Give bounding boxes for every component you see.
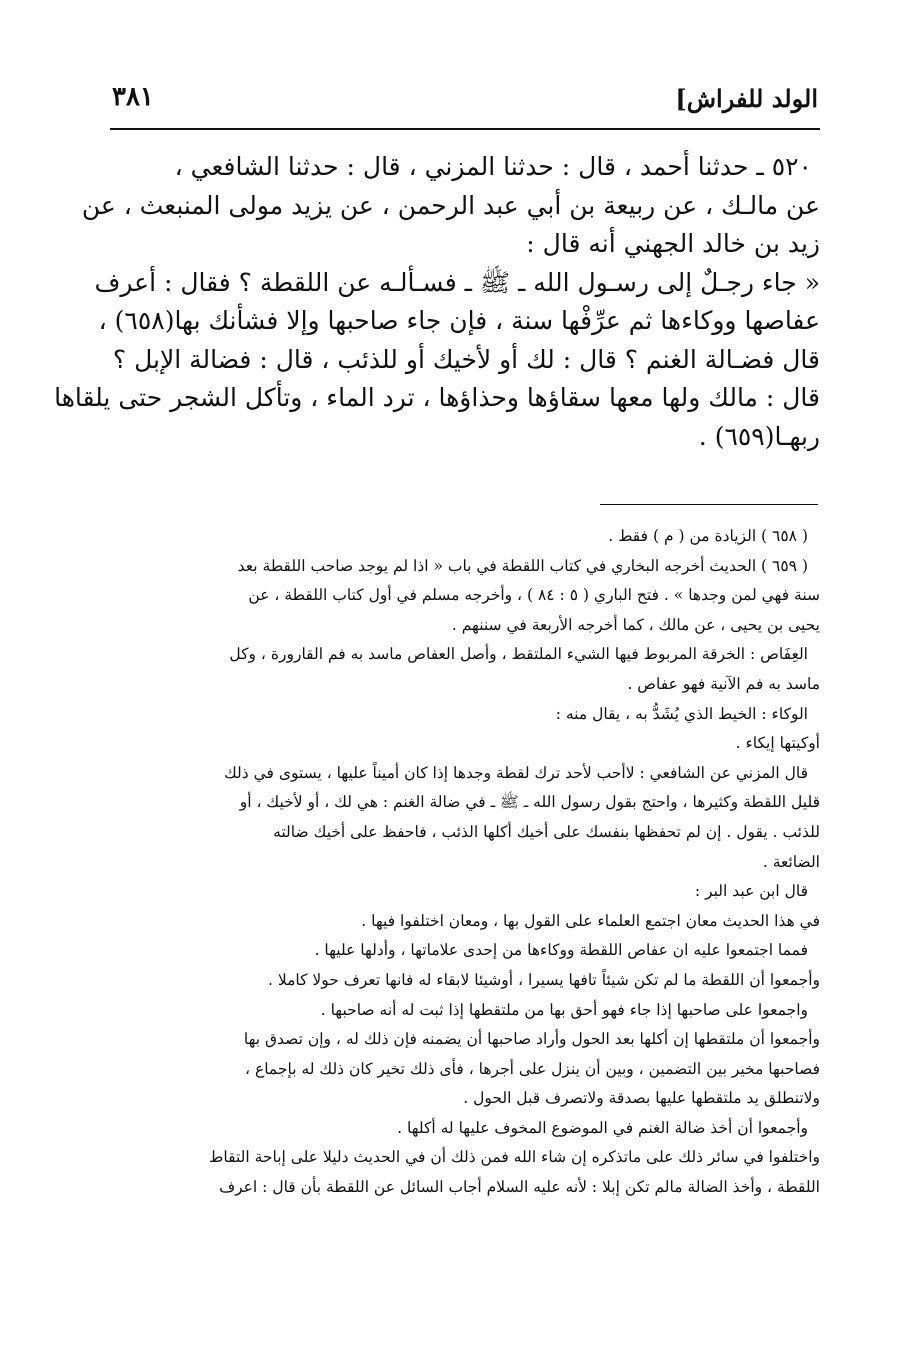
main-line: قال فضـالة الغنم ؟ قال : لك أو لأخيك أو للذئب ، قال : فضالة الإبل ؟ [112, 344, 820, 374]
footnote-line: ( ٦٥٩ ) الحديث أخرجه البخاري في كتاب اللقطة في باب « اذا لم يوجد صاحب اللقطة بعد [237, 556, 808, 575]
footnote-line: واختلفوا في سائر ذلك على ماتذكره إن شاء الله فمن ذلك أن في الحديث دليلا على إباحة التقاط [209, 1148, 820, 1167]
footnote-line: وأجمعوا أن أخذ ضالة الغنم في الموضوع المخوف عليها له أكلها . [397, 1118, 808, 1137]
hadith-text [54, 148, 820, 456]
footnote-line: وأجمعوا أن ملتقطها إن أكلها بعد الحول وأراد صاحبها أن يضمنه فإن ذلك له ، وإن تصدق بها [243, 1030, 820, 1049]
main-line: ٥٢٠ ـ حدثنا أحمد ، قال : حدثنا المزني ، قال : حدثنا الشافعي ، [174, 152, 812, 181]
footnotes [110, 522, 820, 1203]
footnote-line: واجمعوا على صاحبها إذا جاء فهو أحق بها من ملتقطها إذا ثبت له أنه صاحبها . [320, 1000, 808, 1019]
footnote-line: وأجمعوا أن اللقطة ما لم تكن شيئاً تافها يسيرا ، أوشيئا لابقاء له فانها تعرف حولا كاملا . [267, 970, 820, 989]
footnote-line: للذئب . يقول . إن لم تحفظها بنفسك على أخيك أكلها الذئب ، فاحفظ على أخيك ضالته [273, 822, 820, 841]
footnote-line: فمما اجتمعوا عليه ان عفاص اللقطة ووكاءها من إحدى علاماتها ، وأدلها عليها . [314, 941, 808, 960]
page-number: ٣٨١ [112, 82, 154, 112]
header-divider [110, 128, 820, 130]
footnote-line: الضائعة . [762, 852, 820, 871]
main-line: عن مالـك ، عن ربيعة بن أبي عبد الرحمن ، عن يزيد مولى المنبعث ، عن [81, 190, 820, 220]
footnote-line: ولاتنطلق يد ملتقطها عليها بصدقة ولاتصرف قبل الحول . [463, 1089, 820, 1108]
footnote-line: فصاحبها مخير بين التضمين ، وبين أن ينزل على أجرها ، فأى ذلك تخير كان ذلك له بإجماع ، [245, 1059, 820, 1078]
footnote-line: أوكيتها إيكاء . [735, 734, 820, 753]
footnote-line: ماسد به فم الآنية فهو عفاص . [627, 674, 820, 693]
footnote-line: ( ٦٥٨ ) الزيادة من ( م ) فقط . [608, 527, 808, 545]
footnote-line: العِفَاص : الخرقة المربوط فيها الشيء الملتقط ، وأصل العفاص ماسد به فم القارورة ، وكل [229, 645, 808, 664]
main-line: قال : مالك ولها معها سقاؤها وحذاؤها ، ترد الماء ، وتأكل الشجر حتى يلقاها [54, 383, 820, 412]
footnote-line: قال ابن عبد البر : [694, 882, 808, 901]
footnote-line: قال المزني عن الشافعي : لاأحب لأحد ترك لقطة وجدها إذا كان أميناً عليها ، يستوى في ذلك [223, 763, 808, 782]
footnote-line: يحيى بن يحيى ، عن مالك ، كما أخرجه الأربعة في سننهم . [451, 615, 820, 634]
footnote-line: اللقطة ، وأخذ الضالة مالم تكن إبلا : لأنه عليه السلام أجاب السائل عن اللقطة بأن قال : اعرف [219, 1178, 820, 1197]
main-line: ربهـا(٦٥٩) . [698, 421, 820, 451]
footnote-line: في هذا الحديث معان اجتمع العلماء على القول بها ، ومعان اختلفوا فيها . [361, 911, 820, 930]
main-line: « جاء رجـلٌ إلى رسـول الله ـ ﷺ ـ فسـألـه عن اللقطة ؟ فقال : أعرف [94, 267, 820, 297]
footnote-line: سنة فهي لمن وجدها » . فتح الباري ( ٥ : ٨٤ ) ، وأخرجه مسلم في أول كتاب اللقطة ، عن [248, 586, 820, 605]
footnote-line: قليل اللقطة وكثيرها ، واحتج بقول رسول الله ـ ﷺ ـ في ضالة الغنم : هي لك ، أو لأخيك ، أو [239, 793, 820, 812]
running-title: الولد للفراش] [675, 84, 818, 113]
footnote-line: الوكاء : الخيط الذي يُشَدُّ به ، يقال منه : [555, 704, 808, 723]
footnote-divider [600, 504, 818, 505]
main-line: عفاصها ووكاءها ثم عرِّفْها سنة ، فإن جاء صاحبها وإلا فشأنك بها(٦٥٨) ، [98, 306, 820, 335]
page-header [112, 78, 818, 128]
main-line: زيد بن خالد الجهني أنه قال : [526, 229, 820, 258]
